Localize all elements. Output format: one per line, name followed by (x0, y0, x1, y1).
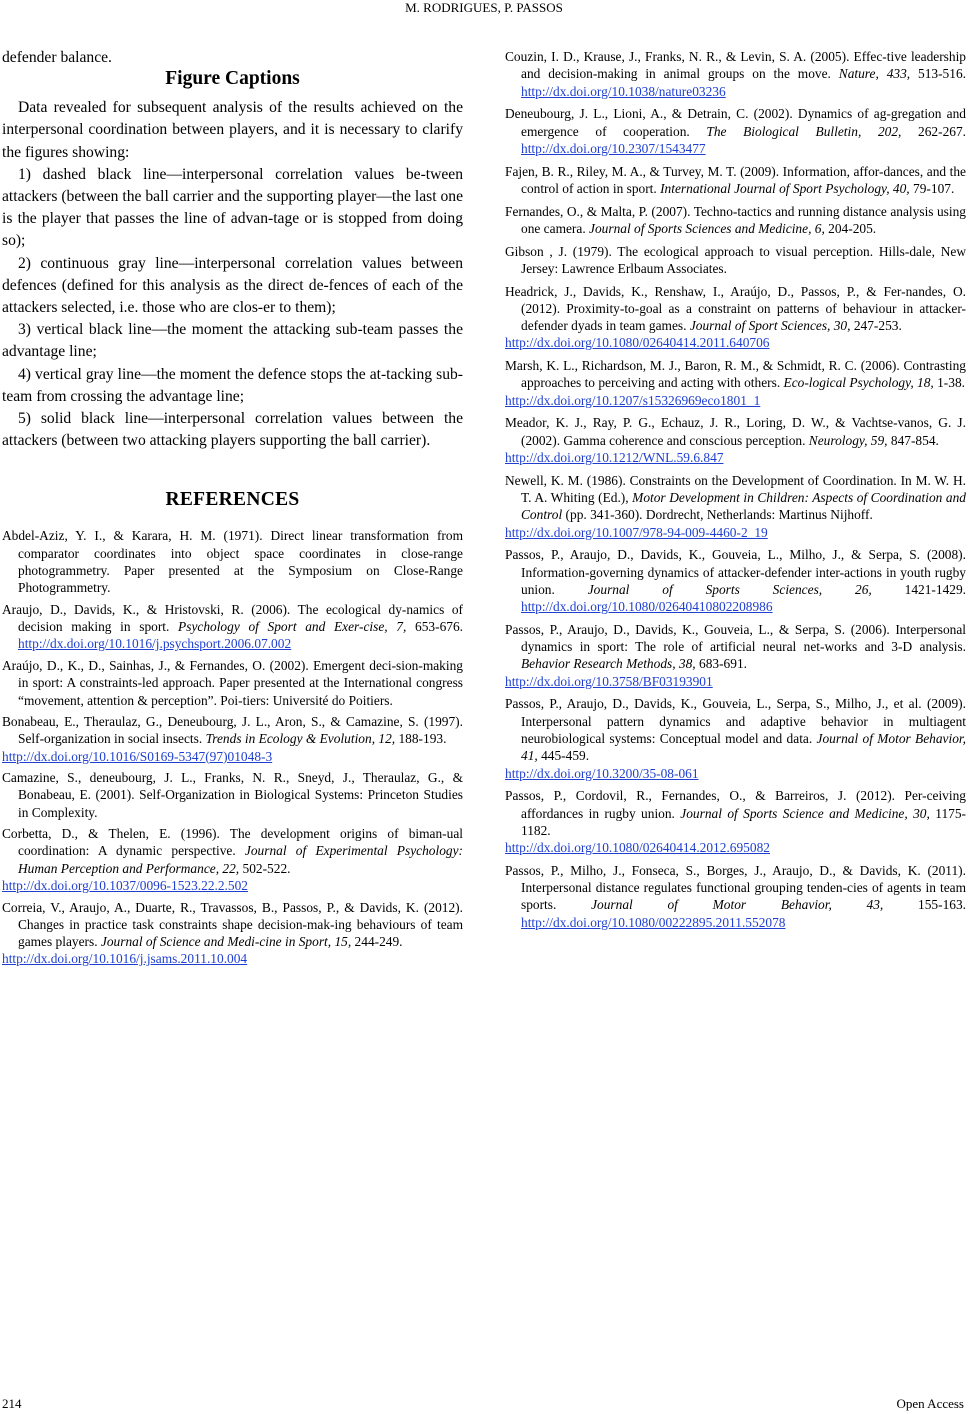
reference-journal: Journal of Experimental Psychology: Human Perception and Performance, 22, (18, 843, 463, 876)
reference-entry (505, 283, 966, 352)
reference-text: Camazine, S., deneubourg, J. L., Franks, N. R., Sneyd, J., Theraulaz, G., & Bonabeau, E. (2001). Self-Organization in Biological Systems: Princeton Studies in Complexity. (2, 770, 463, 820)
reference-entry (505, 243, 966, 278)
reference-text: Fajen, B. R., Riley, M. A., & Turvey, M. T. (2009). Information, affor-dances, and the control of action in sport. (505, 163, 966, 196)
reference-journal: Journal of Motor Behavior, 41, (521, 730, 966, 764)
reference-pages: 683-691. (695, 656, 747, 672)
doi-line (505, 839, 966, 856)
reference-entry (505, 862, 966, 931)
reference-pages: 155-163. (883, 897, 966, 913)
doi-link[interactable]: http://dx.doi.org/10.1007/978-94-009-4460-2_19 (505, 524, 768, 540)
reference-journal: Behavior Research Methods, 38, (521, 656, 696, 672)
doi-link[interactable]: http://dx.doi.org/10.1080/02640410802208986 (521, 599, 773, 615)
doi-link[interactable]: http://dx.doi.org/10.2307/1543477 (521, 140, 706, 156)
reference-text: Couzin, I. D., Krause, J., Franks, N. R., & Levin, S. A. (2005). Effec-tive leadership and decision-making in animal groups on the move. (505, 49, 966, 82)
doi-link[interactable]: http://dx.doi.org/10.1016/j.psychsport.2006.07.002 (18, 636, 292, 652)
doi-link[interactable]: http://dx.doi.org/10.1037/0096-1523.22.2.502 (2, 878, 248, 894)
doi-link[interactable]: http://dx.doi.org/10.3758/BF03193901 (505, 673, 713, 689)
reference-entry (505, 105, 966, 157)
doi-link[interactable]: http://dx.doi.org/10.1080/02640414.2011.640706 (505, 335, 770, 351)
reference-text: Passos, P., Araujo, D., Davids, K., Gouveia, L., & Serpa, S. (2006). Interpersonal dynamics in sport: The role of artificial neural net-works and 3-D analysis. (505, 621, 966, 655)
reference-journal: Journal of Science and Medi-cine in Sport, 15, (100, 934, 352, 950)
right-column (505, 48, 966, 936)
reference-pages: 445-459. (537, 748, 590, 764)
doi-line (2, 748, 463, 765)
references-list-left (2, 527, 463, 967)
reference-entry (505, 48, 966, 100)
reference-text: Passos, P., Araujo, D., Davids, K., Gouveia, L., Milho, J., & Serpa, S. (2008). Information-governing dynamics of attacker-defender inter-actions in youth rugby union. (505, 547, 966, 597)
figure-paragraph: 5) solid black line—interpersonal correlation values between the attackers (between two attacking players supporting the ball carrier). (2, 410, 463, 450)
reference-pages: 79-107. (909, 180, 955, 196)
reference-text: Meador, K. J., Ray, P. G., Echauz, J. R., Loring, D. W., & Vachtse-vanos, G. J. (2002). Gamma coherence and conscious perception. (505, 415, 966, 448)
open-access-label: Open Access (896, 1396, 964, 1411)
reference-text: Passos, P., Araujo, D., Davids, K., Gouveia, L., Serpa, S., Milho, J., et al. (2009). Interpersonal pattern dynamics and adaptive behavior in multiagent neurobiological systems: Conceptual model and data. (505, 696, 966, 746)
page-number: 214 (2, 1396, 22, 1411)
reference-text: Headrick, J., Davids, K., Renshaw, I., Araújo, D., Passos, P., & Fer-nandes, O. (2012). Proximity-to-goal as a constraint on patterns of behaviour in attacker-defender dyads in team games. (505, 283, 966, 334)
doi-link[interactable]: http://dx.doi.org/10.1080/00222895.2011.552078 (521, 914, 786, 930)
figure-paragraph: 2) continuous gray line—interpersonal correlation values between defences (defined for this analysis as the direct de-fences of each of the attackers selected, i.e. those who are clos-er to them); (2, 254, 463, 317)
reference-pages: 653-676. (406, 619, 463, 635)
doi-link[interactable]: http://dx.doi.org/10.1207/s15326969eco1801_1 (505, 392, 761, 408)
doi-line (505, 765, 966, 782)
references-list-right (505, 48, 966, 931)
reference-entry (505, 472, 966, 541)
reference-journal: Journal of Sports Sciences and Medicine, 6, (589, 220, 825, 236)
doi-link[interactable]: http://dx.doi.org/10.1080/02640414.2012.695082 (505, 840, 770, 856)
reference-text: Araujo, D., Davids, K., & Hristovski, R. (2006). The ecological dy-namics of decision making in sport. (2, 601, 463, 635)
doi-line (505, 524, 966, 541)
reference-journal: Journal of Sports Sciences, 26, (587, 581, 872, 597)
reference-journal: Journal of Sports Science and Medicine, 30, (680, 805, 930, 821)
reference-text: Corbetta, D., & Thelen, E. (1996). The development origins of biman-ual coordination: A dynamic perspective. (2, 826, 463, 859)
reference-entry (505, 414, 966, 466)
figure-paragraph: Data revealed for subsequent analysis of the results achieved on the interpersonal coordination between players, and it is necessary to clarify the figures showing: (2, 99, 463, 161)
doi-link[interactable]: http://dx.doi.org/10.3200/35-08-061 (505, 765, 699, 781)
reference-journal: Neurology, 59, (808, 432, 888, 448)
reference-pages: (pp. 341-360). Dordrecht, Netherlands: Martinus Nijhoff. (562, 507, 873, 523)
reference-pages: 188-193. (395, 731, 447, 747)
reference-pages: 204-205. (824, 220, 877, 236)
doi-link[interactable]: http://dx.doi.org/10.1016/j.jsams.2011.10.004 (2, 951, 248, 967)
reference-pages: 513-516. (910, 66, 966, 82)
doi-link[interactable]: http://dx.doi.org/10.1212/WNL.59.6.847 (505, 449, 724, 465)
lead-text: defender balance. (2, 49, 112, 66)
reference-entry (505, 203, 966, 238)
figure-captions-heading: Figure Captions (165, 68, 300, 90)
reference-entry (505, 621, 966, 690)
doi-line (2, 950, 463, 967)
left-column (2, 47, 463, 972)
reference-text: Bonabeau, E., Theraulaz, G., Deneubourg, J. L., Aron, S., & Camazine, S. (1997). Self-organization in social insects. (2, 713, 463, 747)
reference-text: Correia, V., Araujo, A., Duarte, R., Travassos, B., Passos, P., & Davids, K. (2012). Changes in practice task constraints shape decision-mak-ing behaviours of team games players. (2, 899, 463, 950)
doi-line (505, 334, 966, 351)
figure-paragraph: 1) dashed black line—interpersonal correlation values be-tween attackers (between the ball carrier and the supporting player—the last one is the player that passes the line of advan-tage or is stopped from doing so); (2, 165, 463, 250)
reference-entry (2, 899, 463, 968)
reference-pages: 1421-1429. (871, 581, 967, 597)
reference-text: Newell, K. M. (1986). Constraints on the Development of Coordination. In M. W. H. T. A. Whiting (Ed.), (505, 472, 966, 505)
reference-entry (505, 787, 966, 856)
reference-journal: Motor Development in Children: Aspects of Coordination and Control (521, 489, 966, 523)
reference-text: Araújo, D., K., D., Sainhas, J., & Fernandes, O. (2002). Emergent deci-sion-making in sport: A constraints-led approach. Paper presented at the International congress “movement, attention & perception”. Poi-tiers: Université do Poitiers. (2, 657, 463, 708)
reference-entry (2, 769, 463, 821)
reference-pages: 502-522. (239, 860, 291, 876)
reference-entry (505, 163, 966, 198)
figure-captions-section (2, 47, 463, 452)
reference-entry (2, 713, 463, 765)
reference-pages: 262-267. (901, 123, 966, 139)
reference-pages: 247-253. (850, 318, 902, 334)
reference-pages: 1-38. (933, 375, 966, 391)
doi-line (505, 392, 966, 409)
doi-link[interactable]: http://dx.doi.org/10.1038/nature03236 (521, 83, 726, 99)
reference-text: Abdel-Aziz, Y. I., & Karara, H. M. (1971). Direct linear transformation from comparator coordinates into object space coordinates in close-range photogrammetry. Paper presented at the Symposium on Close-Range Photogrammetry. (2, 528, 463, 596)
reference-journal: Psychology of Sport and Exer-cise, 7, (178, 619, 407, 635)
reference-entry (505, 546, 966, 615)
reference-text: Passos, P., Cordovil, R., Fernandes, O., & Barreiros, J. (2012). Per-ceiving affordances in rugby union. (505, 788, 966, 821)
reference-pages: 847-854. (887, 432, 939, 448)
reference-entry (505, 695, 966, 781)
reference-journal: Journal of Sport Sciences, 30, (689, 318, 851, 334)
reference-entry (2, 825, 463, 894)
running-head: M. RODRIGUES, P. PASSOS (405, 0, 563, 15)
reference-entry (505, 357, 966, 409)
reference-journal: Journal of Motor Behavior, 43, (591, 897, 884, 913)
reference-pages: 244-249. (351, 934, 403, 950)
reference-entry (2, 527, 463, 596)
references-heading: REFERENCES (165, 489, 300, 511)
reference-entry (2, 601, 463, 653)
reference-journal: International Journal of Sport Psychology, 40, (660, 180, 910, 196)
doi-link[interactable]: http://dx.doi.org/10.1016/S0169-5347(97)01048-3 (2, 748, 273, 764)
reference-text: Marsh, K. L., Richardson, M. J., Baron, R. M., & Schmidt, R. C. (2006). Contrasting approaches to perceiving and acting with others. (505, 358, 966, 391)
reference-text: Deneubourg, J. L., Lioni, A., & Detrain, C. (2002). Dynamics of ag-gregation and emergence of cooperation. (505, 106, 966, 139)
reference-journal: Nature, 433, (838, 66, 911, 82)
figure-paragraph: 3) vertical black line—the moment the attacking sub-team passes the advantage line; (2, 321, 463, 361)
doi-line (505, 449, 966, 466)
reference-journal: Trends in Ecology & Evolution, 12, (205, 731, 396, 747)
reference-text: Fernandes, O., & Malta, P. (2007). Techno-tactics and running distance analysis using one camera. (505, 203, 966, 236)
reference-text: Gibson , J. (1979). The ecological approach to visual perception. Hills-dale, New Jersey: Lawrence Erlbaum Associates. (505, 243, 966, 276)
reference-entry (2, 657, 463, 709)
doi-line (2, 877, 463, 894)
reference-journal: The Biological Bulletin, 202, (706, 123, 902, 139)
figure-paragraph: 4) vertical gray line—the moment the defence stops the at-tacking sub-team from crossing the advantage line; (2, 365, 463, 405)
reference-text: Passos, P., Milho, J., Fonseca, S., Borges, J., Araujo, D., & Davids, K. (2011). Interpersonal distance regulates functional grouping tenden-cies of agents in team sports. (505, 862, 966, 913)
reference-journal: Eco-logical Psychology, 18, (783, 375, 934, 391)
reference-pages: 1175-1182. (521, 805, 966, 838)
doi-line (505, 673, 966, 690)
